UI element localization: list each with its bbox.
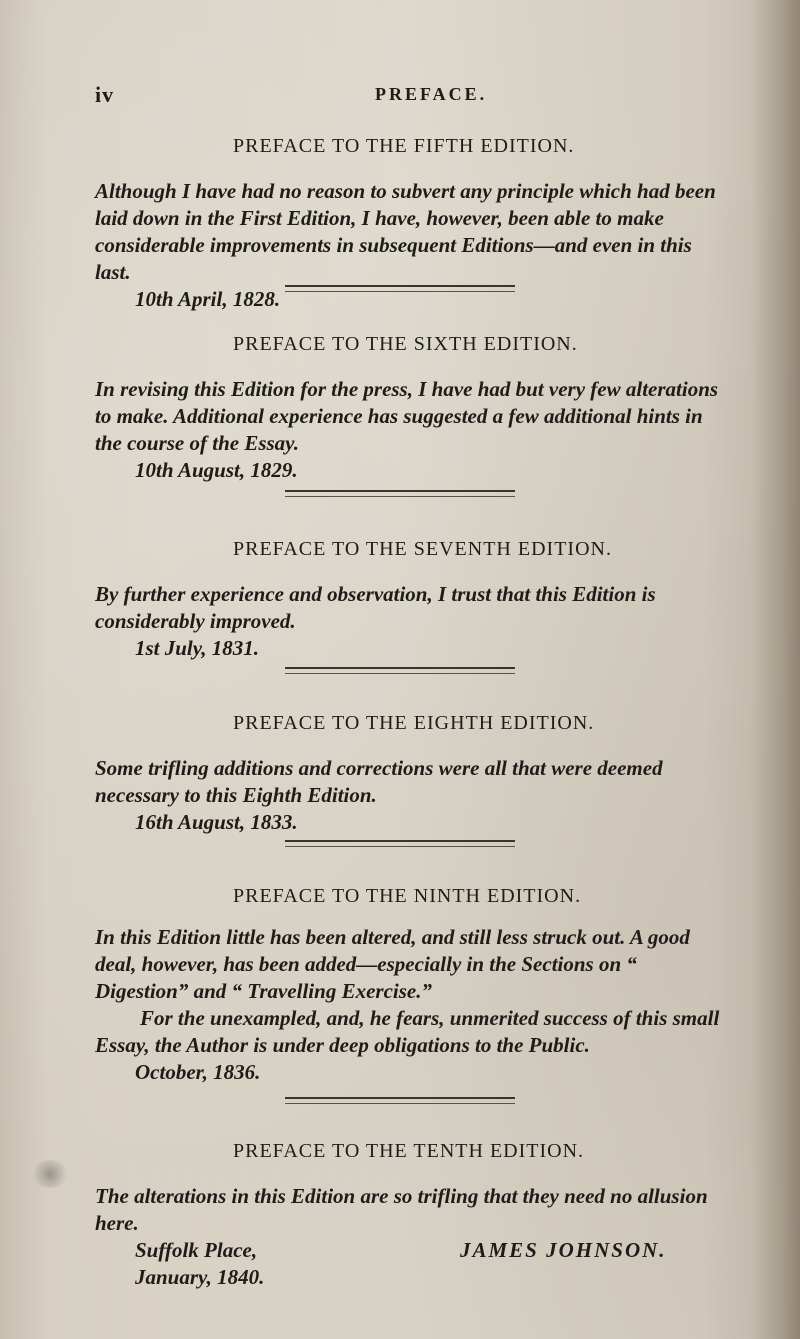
- section-paragraph: The alterations in this Edition are so trifling that they need no allusion here.: [95, 1184, 708, 1235]
- section-paragraph: In this Edition little has been altered, and still less struck out. A good deal, however, has been added—especially in the Sections on “ Digestion” and “ Travelling Exercise.”: [95, 925, 690, 1003]
- signature-place: Suffolk Place,: [135, 1238, 258, 1262]
- running-title: PREFACE.: [375, 84, 488, 104]
- section-divider: [285, 285, 515, 292]
- section-divider: [285, 490, 515, 497]
- preface-sixth-edition: [95, 333, 725, 484]
- section-divider: [285, 1097, 515, 1104]
- section-divider: [285, 667, 515, 674]
- section-date: 16th August, 1833.: [135, 810, 298, 834]
- section-heading: PREFACE TO THE SIXTH EDITION.: [233, 333, 578, 355]
- running-head: [95, 82, 715, 112]
- ink-smudge: [30, 1160, 70, 1188]
- preface-ninth-edition: [95, 885, 725, 1086]
- section-paragraph: In revising this Edition for the press, I have had but very few alterations to make. Additional experience has suggested a few additional hints in the course of the Essay.: [95, 377, 719, 455]
- section-date: 10th April, 1828.: [135, 287, 281, 311]
- preface-eighth-edition: [95, 712, 725, 836]
- section-divider: [285, 840, 515, 847]
- section-date: 10th August, 1829.: [135, 458, 298, 482]
- preface-seventh-edition: [95, 538, 725, 662]
- section-heading: PREFACE TO THE NINTH EDITION.: [233, 885, 582, 907]
- preface-tenth-edition: [95, 1140, 725, 1291]
- section-date: 1st July, 1831.: [135, 636, 260, 660]
- signature-author: JAMES JOHNSON.: [460, 1238, 667, 1262]
- section-date: October, 1836.: [135, 1060, 261, 1084]
- section-paragraph: By further experience and observation, I trust that this Edition is considerably improved.: [95, 582, 656, 633]
- section-heading: PREFACE TO THE FIFTH EDITION.: [233, 135, 575, 157]
- section-paragraph: Although I have had no reason to subvert any principle which had been laid down in the First Edition, I have, however, been able to make considerable improvements in subsequent Editions—and even in this last.: [95, 179, 716, 284]
- signature-row: [135, 1237, 725, 1264]
- page-number: iv: [95, 82, 115, 107]
- section-heading: PREFACE TO THE SEVENTH EDITION.: [233, 538, 612, 560]
- section-paragraph: Some trifling additions and corrections were all that were deemed necessary to this Eighth Edition.: [95, 756, 663, 807]
- section-heading: PREFACE TO THE EIGHTH EDITION.: [233, 712, 595, 734]
- section-heading: PREFACE TO THE TENTH EDITION.: [233, 1140, 585, 1162]
- section-date: January, 1840.: [135, 1265, 265, 1289]
- section-paragraph: For the unexampled, and, he fears, unmerited success of this small Essay, the Author is under deep obligations to the Public.: [95, 1006, 720, 1057]
- page-edge-shadow: [752, 0, 800, 1339]
